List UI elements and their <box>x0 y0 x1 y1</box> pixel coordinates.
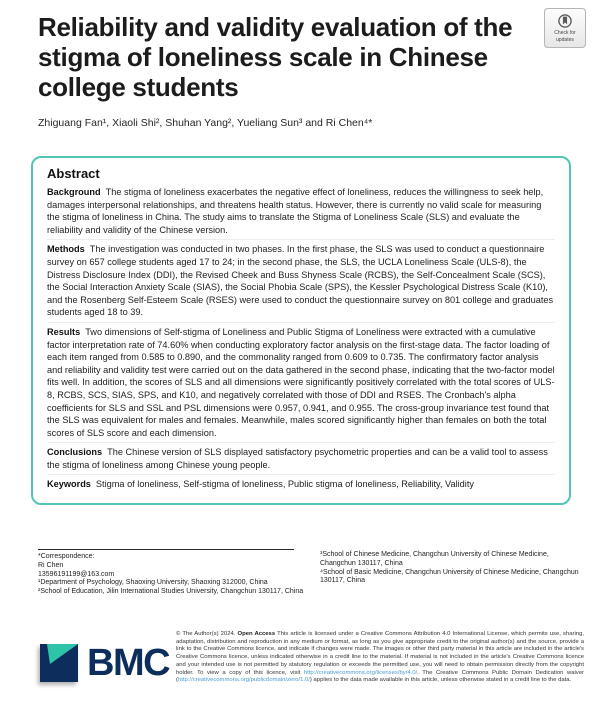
abstract-conclusions <box>47 442 555 474</box>
footnote-divider <box>38 549 294 550</box>
abstract-results <box>47 322 555 442</box>
bmc-logo-text: BMC <box>87 642 170 684</box>
abstract-results-label: Results <box>47 326 81 337</box>
abstract-conclusions-label: Conclusions <box>47 447 103 458</box>
bmc-logo <box>40 644 169 682</box>
correspondence-label: *Correspondence: <box>38 553 95 560</box>
affiliation-3: ³School of Chinese Medicine, Changchun University of Chinese Medicine, Changchun 130117, China <box>320 551 549 567</box>
license-link-cc-zero[interactable]: http://creativecommons.org/publicdomain/zero/1.0/ <box>177 677 310 684</box>
abstract-background-text: The stigma of loneliness exacerbates the negative effect of loneliness, reduces the willingness to seek help, damages interpersonal relationships, and threatens health status. However, there is currently no valid scale for measuring the stigma of loneliness in China. The study aims to translate the Stigma of Loneliness Scale (SLS) and evaluate the reliability and validity of the Chinese version. <box>47 187 544 235</box>
affiliations-right-block <box>320 551 586 586</box>
abstract-heading: Abstract <box>47 166 100 181</box>
license-text <box>176 631 584 685</box>
license-body-3: ) applies to the data made available in this article, unless otherwise stated in a credit line to the data. <box>309 677 572 684</box>
page-title: Reliability and validity evaluation of the stigma of loneliness scale in Chinese college students <box>38 12 513 102</box>
affiliation-4: ⁴School of Basic Medicine, Changchun University of Chinese Medicine, Changchun 130117, China <box>320 568 579 585</box>
license-open-access-label: Open Access <box>237 631 276 637</box>
license-body-1: This article is licensed under a Creative Commons Attribution 4.0 International License, which permits use, sharing, adaptation, distribution and reproduction in any medium or format, as long as you give appropriate credit to the original author(s) and the source, provide a link to the Creative Commons licence, and indicate if changes were made. The images or other third party material in this article are included in the article's Creative Commons licence, unless indicated otherwise in a credit line to the material. If material is not included in the article's Creative Commons licence and your intended use is not permitted by statutory regulation or exceeds the permitted use, you will need to obtain permission directly from the copyright holder. To view a copy of this licence, visit <box>176 631 584 676</box>
abstract-background-label: Background <box>47 187 101 197</box>
bmc-logo-icon <box>40 644 78 682</box>
abstract-background <box>47 183 555 239</box>
badge-label-line2: updates <box>556 37 574 43</box>
license-copyright: © The Author(s) 2024. <box>176 631 238 637</box>
abstract-methods <box>47 239 555 322</box>
license-body-2: . The Creative Commons Public Domain Dedication waiver ( <box>176 669 584 684</box>
abstract-results-text: Two dimensions of Self-stigma of Loneliness and Public Stigma of Loneliness were extracted with a cumulative factor interpretation rate of 74.60% when conducting exploratory factor analysis on the first-stage data. The factor loading of each item ranged from 0.585 to 0.890, and the commonality ranged from 0.609 to 0.735. The confirmatory factor analysis and reliability and validity test were carried out on the data gathered in the second phase, indicating that the two-factor model fits well. In addition, the scores of SLS and all dimensions were significantly positively correlated with the total scores of ULS-8, RCBS, SCS, SIAS, SPS, and K10, and negatively correlated with those of DDI and RSES. The Cronbach's alpha coefficients for SLS and SSL and PSL dimensions were 0.957, 0.941, and 0.955. The cross-group invariance test found that the SLS was equivalent for males and females. Meanwhile, males scored significantly higher than females on both the total scores of SLS score and each dimension. <box>47 326 555 438</box>
crossmark-icon <box>557 13 573 29</box>
correspondence-block <box>38 553 304 597</box>
abstract-keywords <box>47 474 555 494</box>
abstract-methods-label: Methods <box>47 244 85 255</box>
abstract-methods-text: The investigation was conducted in two phases. In the first phase, the SLS was used to conduct a questionnaire survey on 657 college students aged 17 to 24; in the second phase, the SLS, the UCLA Loneliness Scale (ULS-8), the Distress Disclosure Index (DDI), the Revised Cheek and Buss Shyness Scale (RCBS), the Self-Concealment Scale (SCS), the Social Interaction Anxiety Scale (SIAS), the Social Phobia Scale (SPS), the Kessler Psychological Distress Scale (K10), and the Rosenberg Self-Esteem Scale (RSES) were used to conduct the questionnaire survey on 801 college and graduates students aged 18 to 39. <box>47 244 554 318</box>
abstract-keywords-label: Keywords <box>47 479 91 490</box>
badge-label-line1: Check for <box>554 30 576 36</box>
authors-line: Zhiguang Fan¹, Xiaoli Shi², Shuhan Yang², Yueliang Sun³ and Ri Chen⁴* <box>38 117 373 129</box>
abstract-section <box>31 156 571 505</box>
affiliation-2: ²School of Education, Jilin International Studies University, Changchun 130117, China <box>38 588 304 596</box>
abstract-conclusions-text: The Chinese version of SLS displayed satisfactory psychometric properties and can be a valid tool to assess the stigma of loneliness among Chinese young people. <box>47 447 548 470</box>
correspondence-email[interactable]: 13596191199@163.com <box>38 570 115 578</box>
correspondent-name: Ri Chen <box>38 561 64 569</box>
abstract-keywords-text: Stigma of loneliness, Self-stigma of loneliness, Public stigma of loneliness, Reliability, Validity <box>95 479 474 490</box>
check-for-updates-badge[interactable] <box>544 8 586 48</box>
affiliation-1: ¹Department of Psychology, Shaoxing University, Shaoxing 312000, China <box>38 579 268 587</box>
license-link-cc-by[interactable]: http://creativecommons.org/licenses/by/4.0/ <box>303 669 418 676</box>
